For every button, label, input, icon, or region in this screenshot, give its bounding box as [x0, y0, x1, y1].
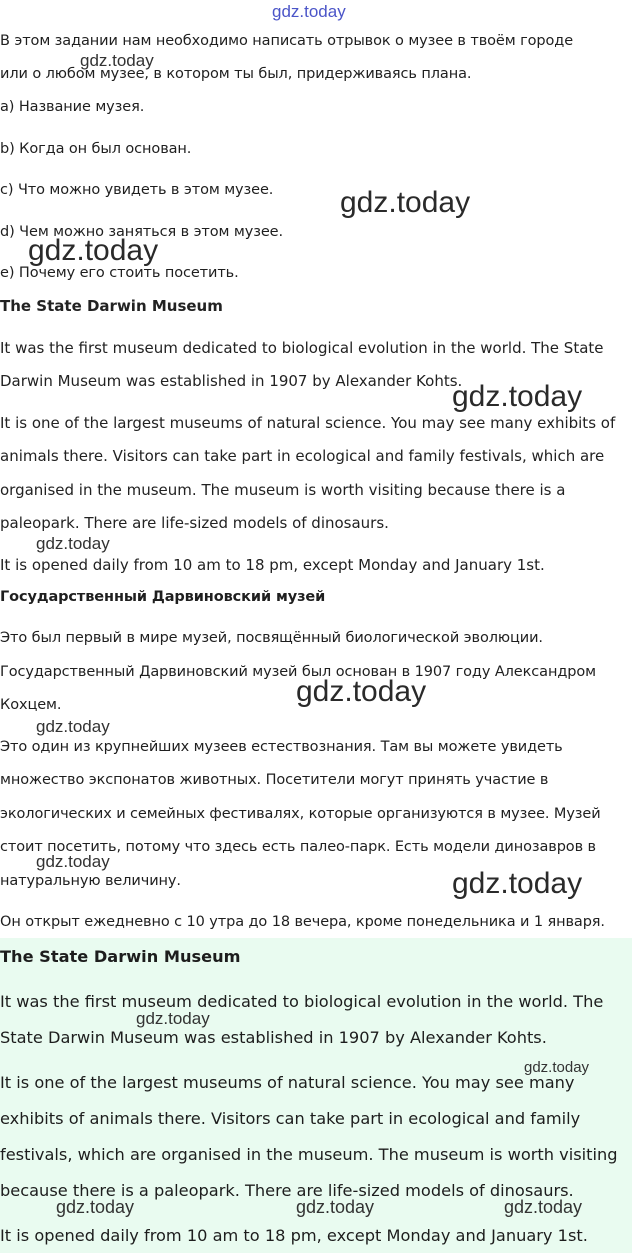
plan-item-a: a) Название музея.: [0, 99, 145, 115]
english-line: organised in the museum. The museum is worth visiting because there is a: [0, 481, 566, 499]
plan-item-c: c) Что можно увидеть в этом музее.: [0, 182, 274, 198]
answer-line: because there is a paleopark. There are life-sized models of dinosaurs.: [0, 1181, 574, 1200]
answer-line: exhibits of animals there. Visitors can take part in ecological and family: [0, 1109, 581, 1128]
answer-line: It is opened daily from 10 am to 18 pm, except Monday and January 1st.: [0, 1226, 588, 1245]
watermark: gdz.today: [452, 380, 583, 413]
watermark: gdz.today: [36, 534, 110, 553]
english-line: animals there. Visitors can take part in ecological and family festivals, which are: [0, 447, 605, 465]
russian-line: Это один из крупнейших музеев естествознания. Там вы можете увидеть: [0, 739, 563, 755]
answer-line: State Darwin Museum was established in 1907 by Alexander Kohts.: [0, 1028, 547, 1047]
watermark: gdz.today: [504, 1197, 583, 1217]
answer-line: It is one of the largest museums of natural science. You may see many: [0, 1073, 575, 1092]
english-line: paleopark. There are life-sized models of dinosaurs.: [0, 514, 389, 532]
russian-line: экологических и семейных фестивалях, которые организуются в музее. Музей: [0, 806, 601, 822]
watermark: gdz.today: [340, 186, 471, 219]
watermark: gdz.today: [524, 1059, 590, 1076]
watermark: gdz.today: [36, 852, 110, 871]
russian-line: Это был первый в мире музей, посвящённый биологической эволюции.: [0, 630, 543, 646]
english-line: Darwin Museum was established in 1907 by Alexander Kohts.: [0, 372, 463, 390]
english-line: It was the first museum dedicated to biological evolution in the world. The State: [0, 339, 604, 357]
plan-item-e: e) Почему его стоить посетить.: [0, 265, 239, 281]
watermark: gdz.today: [36, 717, 110, 736]
watermark: gdz.today: [296, 1197, 375, 1217]
task-intro-line-1: В этом задании нам необходимо написать отрывок о музее в твоём городе: [0, 33, 574, 49]
plan-item-d: d) Чем можно заняться в этом музее.: [0, 224, 283, 240]
watermark: gdz.today: [136, 1009, 210, 1028]
english-title: The State Darwin Museum: [0, 297, 223, 315]
english-line: It is opened daily from 10 am to 18 pm, except Monday and January 1st.: [0, 556, 545, 574]
english-line: It is one of the largest museums of natural science. You may see many exhibits of: [0, 414, 616, 432]
watermark: gdz.today: [28, 234, 159, 267]
watermark: gdz.today: [56, 1197, 135, 1217]
task-intro-line-2: или о любом музее, в котором ты был, придерживаясь плана.: [0, 66, 472, 82]
russian-line: натуральную величину.: [0, 873, 181, 889]
russian-title: Государственный Дарвиновский музей: [0, 589, 326, 605]
russian-line: Государственный Дарвиновский музей был основан в 1907 году Александром: [0, 664, 596, 680]
plan-item-b: b) Когда он был основан.: [0, 141, 192, 157]
russian-line: стоит посетить, потому что здесь есть палео-парк. Есть модели динозавров в: [0, 839, 596, 855]
watermark: gdz.today: [452, 867, 583, 900]
answer-line: It was the first museum dedicated to biological evolution in the world. The: [0, 992, 604, 1011]
watermark-top: gdz.today: [272, 2, 346, 21]
russian-line: Он открыт ежедневно с 10 утра до 18 вечера, кроме понедельника и 1 января.: [0, 914, 605, 930]
answer-line: festivals, which are organised in the museum. The museum is worth visiting: [0, 1145, 618, 1164]
russian-line: множество экспонатов животных. Посетители могут принять участие в: [0, 772, 549, 788]
answer-title: The State Darwin Museum: [0, 947, 241, 966]
russian-line: Кохцем.: [0, 697, 62, 713]
watermark: gdz.today: [80, 51, 154, 70]
watermark: gdz.today: [296, 675, 427, 708]
